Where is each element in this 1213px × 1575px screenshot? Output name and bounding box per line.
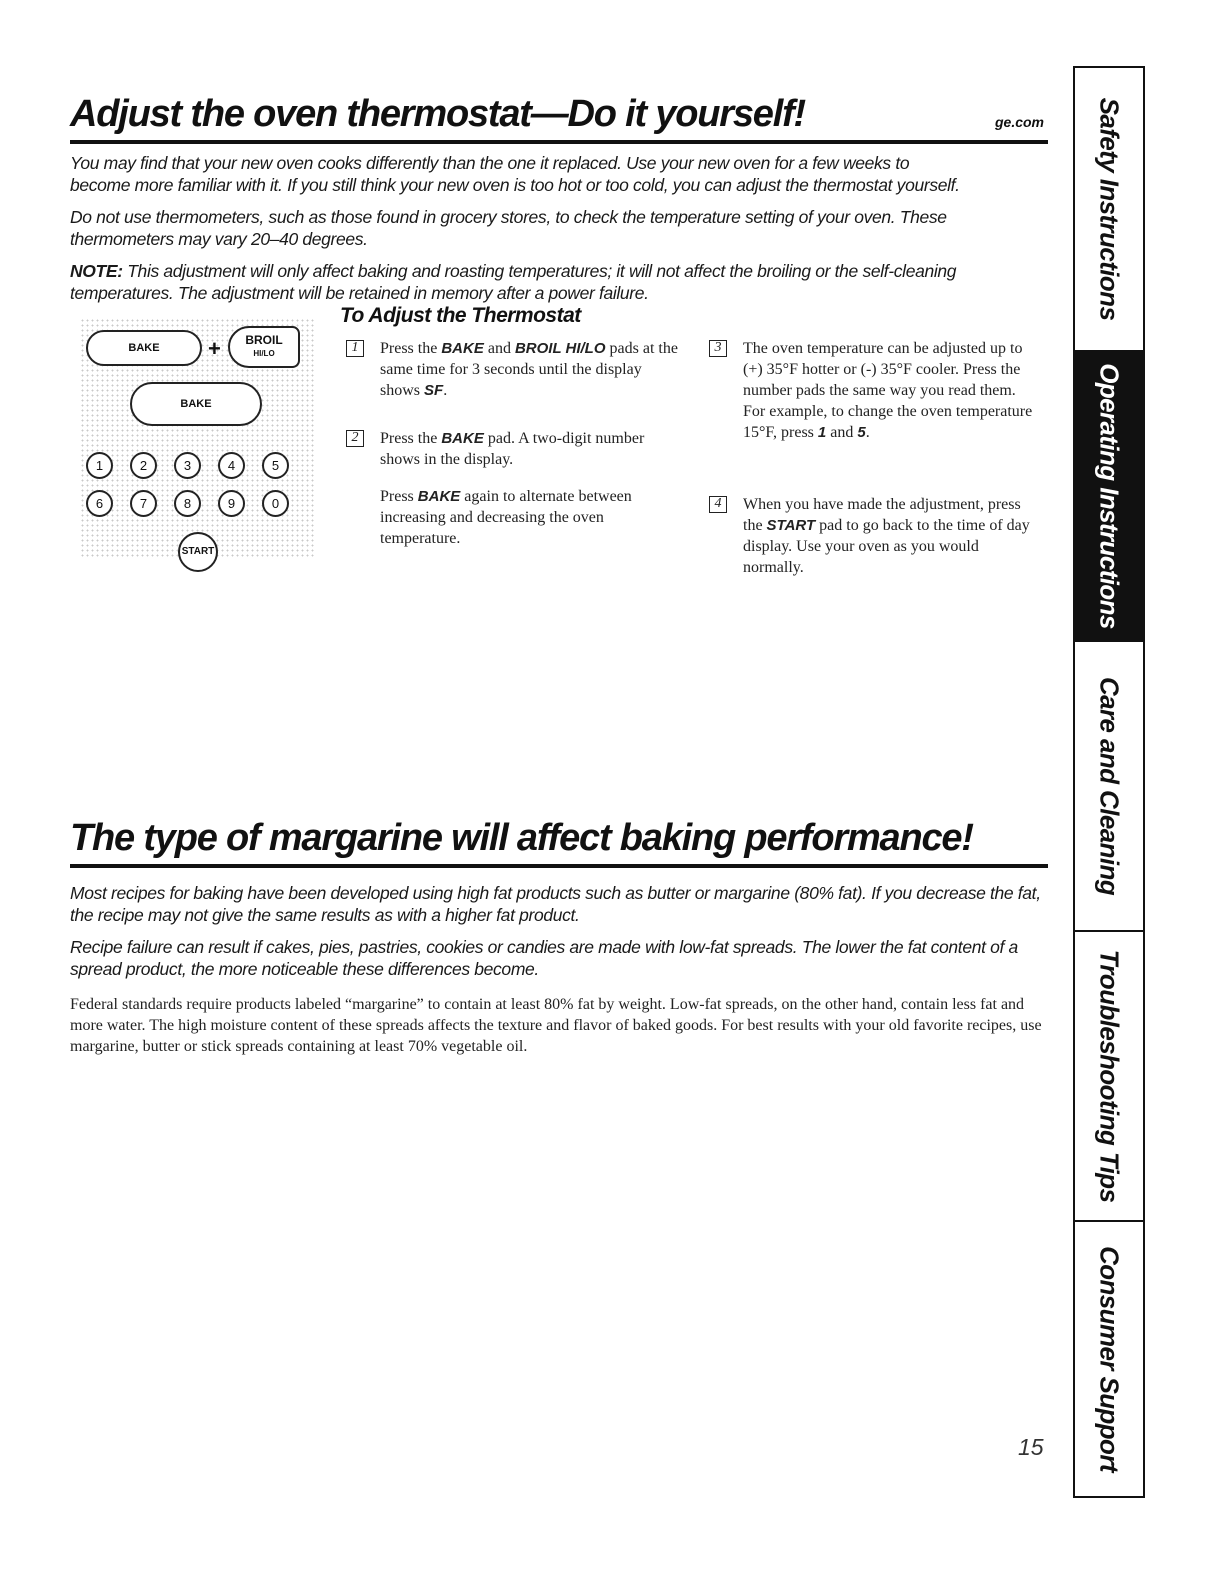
step-2-continued	[380, 486, 670, 549]
step-number: 3	[709, 340, 727, 357]
step-2	[351, 428, 670, 470]
number-key: 7	[130, 490, 157, 517]
website-link[interactable]: ge.com	[994, 114, 1044, 130]
step-text: pad to go back to the time of day display. Use your oven as you would normally.	[743, 517, 1030, 576]
step-text: and	[483, 340, 515, 357]
tab-safety-instructions[interactable]	[1075, 68, 1143, 352]
step-text: The oven temperature can be adjusted up to (+) 35°F hotter or (-) 35°F cooler. Press the number pads the same way you read them. For example, to change the oven temperature 15°F, press	[743, 340, 1033, 441]
page-number: 15	[1018, 1434, 1044, 1460]
step-text: Press the	[380, 430, 442, 447]
start-keyword: START	[766, 517, 816, 534]
margarine-paragraph: Recipe failure can result if cakes, pies, pastries, cookies or candies are made with low-fat spreads. The lower the fat content of a spread product, the more noticeable these differences become.	[70, 937, 1018, 979]
step-text: pad. A two-digit number shows in the display.	[380, 430, 645, 468]
intro-paragraph: You may find that your new oven cooks differently than the one it replaced. Use your new oven for a few weeks to become more familiar with it. If you still think your new oven is too hot or too cold, you can adjust the thermostat yourself.	[70, 153, 960, 195]
number-key: 1	[86, 452, 113, 479]
thermostat-section	[70, 90, 1048, 774]
sf-keyword: SF	[424, 382, 444, 399]
step-number: 2	[346, 430, 364, 447]
bake-keyword: BAKE	[441, 430, 484, 447]
tab-care-and-cleaning[interactable]	[1075, 642, 1143, 932]
number-key: 8	[174, 490, 201, 517]
number-keyword: 1	[817, 424, 827, 441]
tab-operating-instructions[interactable]	[1075, 352, 1143, 642]
step-text: Press the	[380, 340, 442, 357]
section-title: The type of margarine will affect baking performance!	[70, 817, 973, 859]
tab-label: Care and Cleaning	[1094, 676, 1125, 896]
section-title: Adjust the oven thermostat—Do it yourself!	[70, 93, 806, 135]
step-text: .	[443, 382, 448, 399]
number-key: 0	[262, 490, 289, 517]
number-key: 9	[218, 490, 245, 517]
margarine-paragraph: Most recipes for baking have been developed using high fat products such as butter or margarine (80% fat). If you decrease the fat, the recipe may not give the same results as with a higher fat product.	[70, 883, 1041, 925]
note-paragraph	[70, 260, 1048, 304]
step-number: 1	[346, 340, 364, 357]
margarine-standards-paragraph: Federal standards require products labeled “margarine” to contain at least 80% fat by weight. Low-fat spreads, on the other hand, contain less fat and more water. The high moisture content of these spreads affects the texture and flavor of baked goods. For best results with your old favorite recipes, use margarine, butter or stick spreads containing at least 70% vegetable oil.	[70, 996, 1042, 1055]
step-4	[714, 494, 1033, 578]
bake-keyword: BAKE	[441, 340, 484, 357]
number-key: 2	[130, 452, 157, 479]
step-number: 4	[709, 496, 727, 513]
tab-label: Safety Instructions	[1094, 97, 1125, 321]
keypad-illustration	[80, 318, 315, 558]
subheading: To Adjust the Thermostat	[340, 304, 581, 327]
step-text: When you have made the adjustment, press the	[743, 496, 1021, 534]
number-key: 4	[218, 452, 245, 479]
number-keyword: 5	[857, 424, 866, 441]
step-text: and	[826, 424, 858, 441]
thermostat-instructions	[70, 304, 1048, 774]
step-text: again to alternate between increasing and decreasing the oven temperature.	[380, 488, 632, 547]
number-key: 3	[174, 452, 201, 479]
broil-keyword: BROIL HI/LO	[514, 340, 606, 357]
margarine-section	[70, 814, 1048, 1057]
step-text: pads at the same time for 3 seconds until the display shows	[380, 340, 678, 399]
start-pad: START	[178, 532, 218, 572]
number-key: 5	[262, 452, 289, 479]
bake-keyword: BAKE	[417, 488, 461, 505]
step-text: Press	[380, 488, 418, 505]
note-text: This adjustment will only affect baking and roasting temperatures; it will not affect the broiling or the self-cleaning temperatures. The adjustment will be retained in memory after a power failure.	[70, 261, 957, 303]
bake-pad: BAKE	[86, 330, 202, 366]
tab-troubleshooting-tips[interactable]	[1075, 932, 1143, 1222]
number-key: 6	[86, 490, 113, 517]
bake-pad-large: BAKE	[130, 382, 262, 426]
side-tab-bar	[1073, 66, 1145, 1498]
tab-label: Consumer Support	[1094, 1246, 1125, 1472]
step-1	[351, 338, 680, 401]
section-header	[70, 90, 1048, 144]
thermometer-warning: Do not use thermometers, such as those found in grocery stores, to check the temperature setting of your oven. These thermometers may vary 20–40 degrees.	[70, 207, 947, 249]
broil-label: BROIL	[245, 333, 283, 347]
note-label: NOTE:	[70, 261, 123, 281]
tab-consumer-support[interactable]	[1075, 1222, 1143, 1496]
tab-label: Operating Instructions	[1094, 363, 1125, 629]
broil-hilo-pad	[228, 326, 300, 368]
section-header	[70, 814, 1048, 868]
hilo-label: HI/LO	[253, 349, 275, 358]
tab-label: Troubleshooting Tips	[1094, 949, 1125, 1203]
step-text: .	[865, 424, 870, 441]
plus-sign: +	[208, 336, 221, 361]
step-3	[714, 338, 1041, 443]
